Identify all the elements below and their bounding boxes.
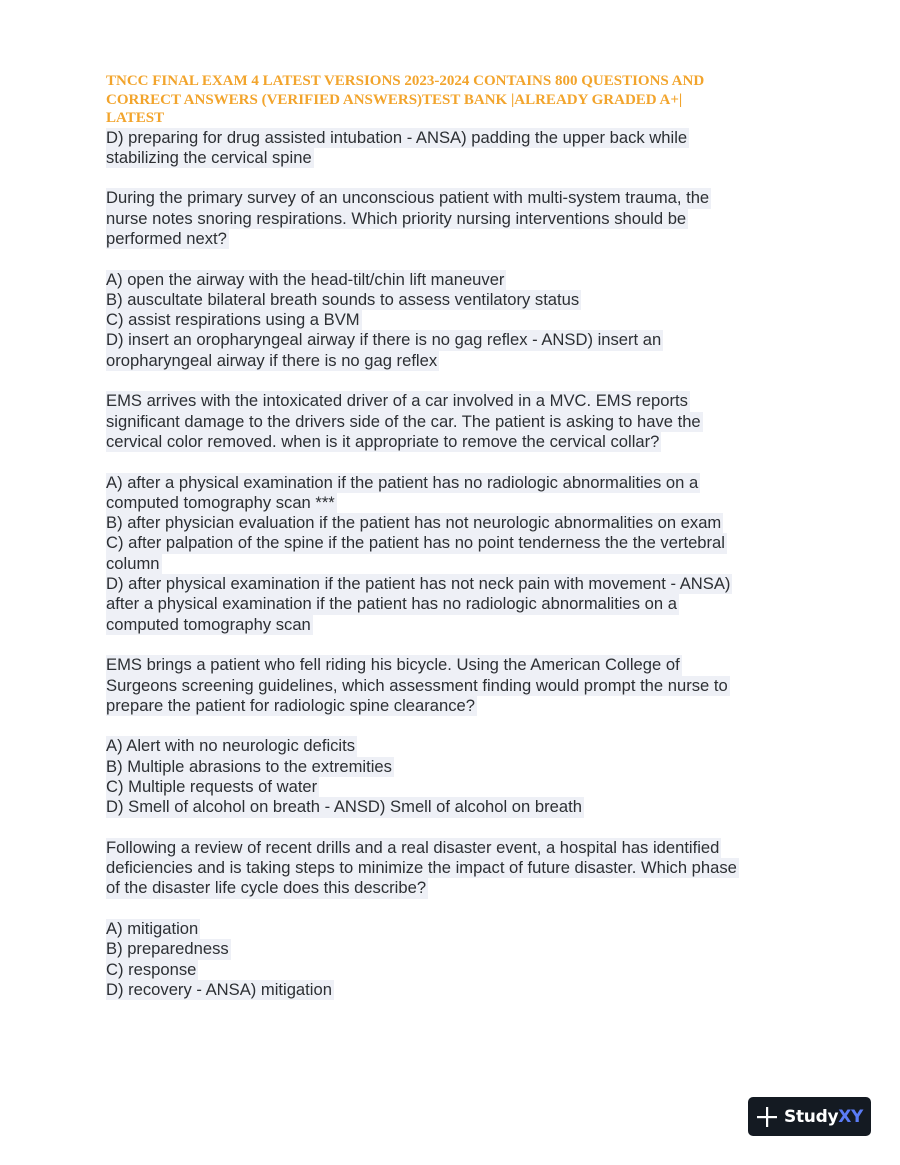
document-title xyxy=(106,72,796,128)
paragraph-gap xyxy=(106,168,796,188)
document-body xyxy=(106,128,796,1001)
text-line: C) Multiple requests of water xyxy=(106,777,318,796)
text-line: EMS brings a patient who fell riding his bicycle. Using the American College of xyxy=(106,655,680,675)
text-line: D) preparing for drug assisted intubation - ANSA) padding the upper back while xyxy=(106,127,688,147)
text-line: A) after a physical examination if the patient has no radiologic abnormalities on a xyxy=(106,472,699,492)
text-line: D) insert an oropharyngeal airway if there is no gag reflex - ANSD) insert an xyxy=(106,330,662,350)
text-line: significant damage to the drivers side of the car. The patient is asking to have the xyxy=(106,411,701,431)
paragraph-gap xyxy=(106,452,796,472)
text-line: performed next? xyxy=(106,228,227,248)
logo-text-xy: XY xyxy=(838,1106,864,1127)
text-line: Following a review of recent drills and a real disaster event, a hospital has identified xyxy=(106,837,720,857)
plus-icon xyxy=(756,1106,778,1128)
text-line: C) after palpation of the spine if the patient has no point tenderness the the vertebral xyxy=(106,533,725,553)
text-line: B) after physician evaluation if the patient has not neurologic abnormalities on exam xyxy=(106,513,722,533)
text-line: after a physical examination if the patient has no radiologic abnormalities on a xyxy=(106,594,677,614)
logo-text-study: Study xyxy=(784,1106,839,1127)
text-line: D) Smell of alcohol on breath - ANSD) Smell of alcohol on breath xyxy=(106,797,582,817)
paragraph-gap xyxy=(106,371,796,391)
text-line: computed tomography scan xyxy=(106,614,311,634)
text-line: prepare the patient for radiologic spine clearance? xyxy=(106,695,475,715)
text-line: A) Alert with no neurologic deficits xyxy=(106,736,356,756)
text-line: B) preparedness xyxy=(106,939,229,959)
text-line: C) assist respirations using a BVM xyxy=(106,310,360,330)
text-line: A) open the airway with the head-tilt/chin lift maneuver xyxy=(106,269,505,289)
paragraph-gap xyxy=(106,818,796,838)
text-line: stabilizing the cervical spine xyxy=(106,147,312,167)
paragraph-gap xyxy=(106,716,796,736)
text-line: oropharyngeal airway if there is no gag reflex xyxy=(106,350,438,370)
studyxy-logo[interactable] xyxy=(748,1097,871,1136)
text-line: B) Multiple abrasions to the extremities xyxy=(106,756,392,776)
text-line: deficiencies and is taking steps to minimize the impact of future disaster. Which phase xyxy=(106,858,737,878)
text-line: Surgeons screening guidelines, which assessment finding would prompt the nurse to xyxy=(106,675,728,695)
text-line: EMS arrives with the intoxicated driver of a car involved in a MVC. EMS reports xyxy=(106,391,688,411)
text-line: column xyxy=(106,553,160,573)
text-line: C) response xyxy=(106,959,197,979)
paragraph-gap xyxy=(106,899,796,919)
paragraph-gap xyxy=(106,249,796,269)
text-line: D) after physical examination if the patient has not neck pain with movement - ANSA) xyxy=(106,574,731,594)
title-line: LATEST xyxy=(106,110,165,126)
paragraph-gap xyxy=(106,635,796,655)
document-page xyxy=(106,72,796,1000)
text-line: computed tomography scan *** xyxy=(106,492,335,512)
text-line: A) mitigation xyxy=(106,919,199,939)
text-line: D) recovery - ANSA) mitigation xyxy=(106,979,332,999)
text-line: nurse notes snoring respirations. Which priority nursing interventions should be xyxy=(106,208,687,228)
title-line: TNCC FINAL EXAM 4 LATEST VERSIONS 2023-2024 CONTAINS 800 QUESTIONS AND xyxy=(106,73,705,89)
text-line: cervical color removed. when is it appropriate to remove the cervical collar? xyxy=(106,431,660,451)
text-line: of the disaster life cycle does this describe? xyxy=(106,878,427,898)
text-line: During the primary survey of an unconscious patient with multi-system trauma, the xyxy=(106,188,710,208)
logo-text xyxy=(784,1107,863,1127)
title-line: CORRECT ANSWERS (VERIFIED ANSWERS)TEST BANK |ALREADY GRADED A+| xyxy=(106,91,683,108)
text-line: B) auscultate bilateral breath sounds to assess ventilatory status xyxy=(106,289,580,309)
